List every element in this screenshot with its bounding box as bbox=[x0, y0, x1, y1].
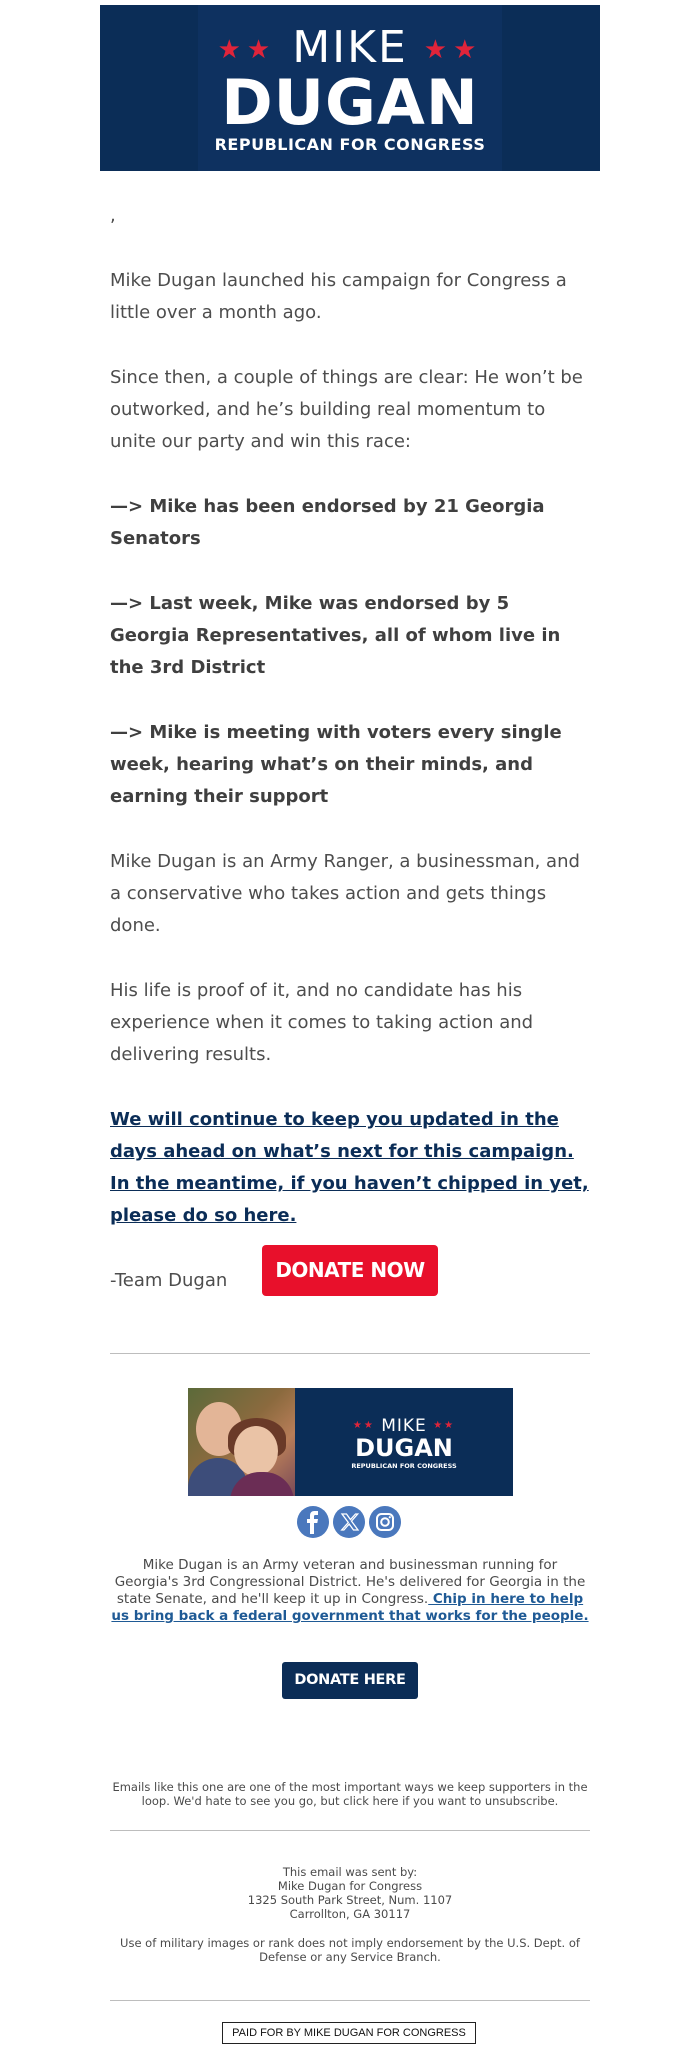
unsubscribe-text[interactable]: Emails like this one are one of the most important ways we keep supporters in the loop. We'd hate to see you go, but click here if you want to unsubscribe. bbox=[112, 1780, 588, 1808]
about-text: Mike Dugan is an Army veteran and businessman running for Georgia's 3rd Congressional District. He's delivered for Georgia in the state Senate, and he'll keep it up in Congress. bbox=[114, 1557, 586, 1607]
address-line: 1325 South Park Street, Num. 1107 bbox=[247, 1893, 453, 1907]
signoff: -Team Dugan bbox=[110, 1270, 228, 1291]
endorsement-text: —> Mike has been endorsed by 21 Georgia Senators bbox=[110, 496, 545, 549]
photo-shape bbox=[234, 1426, 278, 1476]
footer-logo-last-name: DUGAN bbox=[355, 1434, 453, 1462]
divider bbox=[110, 1830, 590, 1831]
sent-by-block bbox=[110, 1865, 590, 1921]
greeting: , bbox=[110, 205, 116, 226]
body-paragraph: Since then, a couple of things are clear: He won’t be outworked, and he’s building real momentum to unite our party and win this race: bbox=[110, 367, 583, 452]
star-icon: ★★ bbox=[217, 35, 277, 65]
donate-here-button[interactable]: DONATE HERE bbox=[282, 1662, 418, 1699]
facebook-icon[interactable] bbox=[297, 1506, 329, 1538]
x-icon[interactable] bbox=[333, 1506, 365, 1538]
donate-link-paragraph bbox=[110, 1104, 590, 1232]
endorsement-point bbox=[110, 588, 590, 684]
endorsement-point bbox=[110, 491, 590, 555]
footer-logo bbox=[295, 1388, 513, 1496]
star-icon: ★★ bbox=[433, 1420, 456, 1431]
paid-for-notice: PAID FOR BY MIKE DUGAN FOR CONGRESS bbox=[222, 2022, 476, 2044]
sent-by-label: This email was sent by: bbox=[282, 1865, 418, 1879]
star-icon: ★★ bbox=[423, 35, 483, 65]
footer-logo-first-name: MIKE bbox=[381, 1416, 427, 1436]
body-paragraph: Mike Dugan launched his campaign for Congress a little over a month ago. bbox=[110, 270, 567, 323]
endorsement-text: —> Last week, Mike was endorsed by 5 Georgia Representatives, all of whom live in the 3rd District bbox=[110, 593, 561, 678]
footer-banner bbox=[188, 1388, 513, 1496]
campaign-logo bbox=[100, 5, 600, 171]
divider bbox=[110, 1353, 590, 1354]
endorsement-text: —> Mike is meeting with voters every single week, hearing what’s on their minds, and earning their support bbox=[110, 722, 562, 807]
footer-logo-tagline: REPUBLICAN FOR CONGRESS bbox=[351, 1462, 457, 1470]
donate-link[interactable]: We will continue to keep you updated in the days ahead on what’s next for this campaign. In the meantime, if you haven’t chipped in yet, please do so here. bbox=[110, 1109, 589, 1226]
org-name: Mike Dugan for Congress bbox=[277, 1879, 423, 1893]
email-body bbox=[110, 200, 590, 1330]
chip-in-link[interactable]: Chip in here to help us bring back a federal government that works for the people. bbox=[111, 1591, 589, 1624]
endorsement-point bbox=[110, 717, 590, 813]
logo-first-name: MIKE bbox=[292, 22, 408, 73]
donate-now-button[interactable]: DONATE NOW bbox=[262, 1245, 438, 1296]
body-paragraph: Mike Dugan is an Army Ranger, a businessman, and a conservative who takes action and gets things done. bbox=[110, 851, 580, 936]
star-icon: ★★ bbox=[352, 1420, 375, 1431]
logo-tagline: REPUBLICAN FOR CONGRESS bbox=[214, 135, 486, 154]
body-paragraph: His life is proof of it, and no candidate has his experience when it comes to taking action and delivering results. bbox=[110, 980, 534, 1065]
disclaimer: Use of military images or rank does not imply endorsement by the U.S. Dept. of Defense or any Service Branch. bbox=[120, 1936, 580, 1964]
footer-logo-first-row bbox=[295, 1416, 513, 1436]
address-line: Carrollton, GA 30117 bbox=[289, 1907, 411, 1921]
logo-last-name: DUGAN bbox=[221, 66, 479, 139]
instagram-icon[interactable] bbox=[369, 1506, 401, 1538]
candidate-photo bbox=[188, 1388, 295, 1496]
header-banner bbox=[100, 5, 600, 171]
footer-about bbox=[110, 1557, 590, 1625]
divider bbox=[110, 2000, 590, 2001]
